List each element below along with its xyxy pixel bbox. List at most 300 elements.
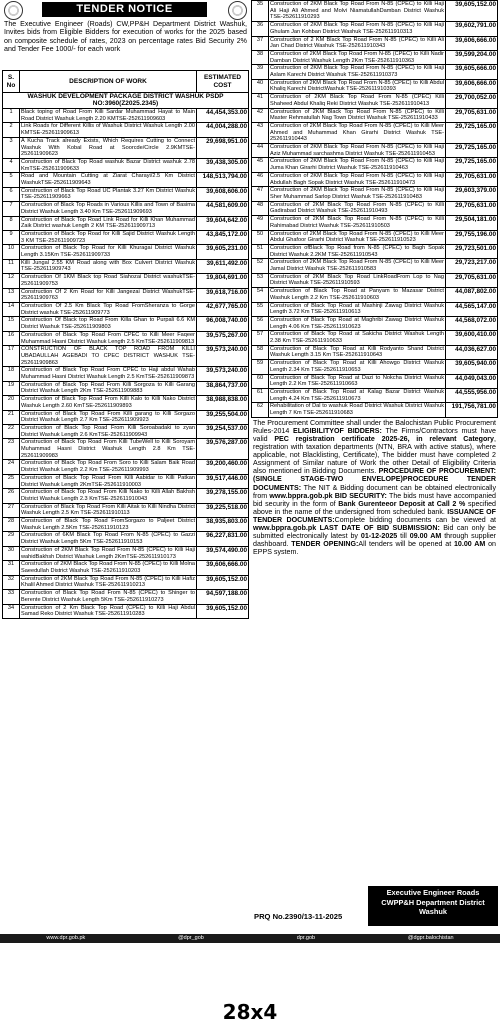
terms-issuance: ISSUANCE OF TENDER DOCUMENTS: [253,507,496,524]
row-cost: 44,454,353.00 [197,109,249,123]
table-row [3,410,249,424]
row-cost: 44,568,072.00 [446,316,498,330]
row-description: Construction of Black Top Road at Maghribi Zawag District Washuk Length 4.06 Km TSE-252611910623 [270,316,444,330]
col-cost-header: ESTIMATED COST [197,71,249,93]
row-description: Construction Of 2 Km Road for Killi Jangezai District WashukTSE-252611909763 [21,288,195,302]
table-row [3,331,249,345]
row-cost: 39,255,504.00 [197,410,249,424]
row-sno: 60 [252,374,269,388]
table-row [3,367,249,381]
row-description: Construction of Black Top Road From Killi Aitak to Killi Nindha District Washuk Length 2.5 Km TSE-252611910113 [21,503,195,517]
row-sno: 34 [3,604,20,618]
row-description: Construction of Black Top Road washuk Bazar District washuk 2.78 KmTSE-252611909633 [21,158,195,172]
ad-size-code: 28x4 [222,1000,278,1024]
row-cost: 39,573,240.00 [197,346,249,367]
row-description: Rehabilitation of Dal to washuk Road District Washuk District Washuk Length 7 Km TSE-252611910683 [270,403,444,417]
col-desc-header: DESCRIPTION OF WORK [20,71,197,93]
row-description: A Kucha Track already Exists, Which Requires Cutting to Connect Washuk With Kobal Road at Soorcde/Circle 2.9KMTSE-252611909623 [21,137,195,158]
table-row [3,346,249,367]
row-cost: 42,677,765.00 [197,302,249,316]
row-description: Construction Of Black top Road From Killa Ghan to Purpali 6.6 KM District Washuk TSE-252611909803 [21,317,195,331]
row-description: Construction Of 1KM Black top Road Siahozai District washukTSE-252611909753 [21,274,195,287]
row-description: Construction of 2 Km Black Top Road (CPEC) to Killi Haji Abdul Samad Reko District Washuk TSE-252611910283 [21,604,195,618]
row-sno: 42 [252,108,269,122]
row-cost: 39,605,152.00 [197,575,249,589]
row-sno: 52 [252,259,269,273]
table-row [252,108,498,122]
row-sno: 38 [252,50,269,64]
row-description: Construction of Black Top Road at Killi Ahowgo District Washuk Length 2.34 Km TSE-252611910653 [270,360,444,373]
row-cost: 29,705,631.00 [446,172,498,186]
row-description: Construction of Black Top Road for Killi Khuragai District Washuk Length 3.15Km TSE-252611909733 [21,245,195,259]
row-sno: 54 [252,288,269,302]
table-row [252,360,498,374]
table-row [3,187,249,201]
row-cost: 39,605,231.00 [197,245,249,259]
table-row [3,216,249,230]
row-cost: 29,603,379.00 [446,187,498,201]
row-description: Construction of 2KM Black Top Road From N-85 (CPEC) to Killi Nadir Damban District Washuk Length 2Km TSE-252611910363 [270,50,444,64]
row-sno: 50 [252,230,269,244]
table-row [3,590,249,604]
footer-bar [0,934,500,943]
row-description: Road and Mountain Cutting at Ziarat Charayi/2.5 Km District WashukTSE-252611909643 [21,173,195,187]
rows-right [252,1,498,418]
left-column [2,0,249,619]
row-sno: 20 [3,396,20,410]
row-cost: 94,597,188.00 [197,590,249,604]
row-description: Construction of Black Top Road UC Plantak 3.27 Km District Washuk TSE-252611909663 [21,187,195,201]
terms-text [251,418,498,577]
row-cost: 39,605,152.00 [197,604,249,618]
row-description: Construction of Black Top Road From Soro to Killi Salam Baik Road District Washuk Length 2.2 Km TSE-252611909993 [21,460,195,474]
table-row [3,532,249,546]
table-row [3,518,249,532]
row-sno: 45 [252,158,269,172]
row-sno: 51 [252,244,269,258]
row-sno: 49 [252,216,269,230]
terms-p12: on EPPS system. [253,540,496,557]
row-sno: 11 [3,259,20,273]
row-sno: 56 [252,316,269,330]
row-cost: 96,008,740.00 [197,317,249,331]
terms-p5: The bids must have accompanied bid security in the form of [253,491,496,508]
row-sno: 46 [252,172,269,186]
terms-p2: The Firms/Contractors must have valid [253,426,496,443]
terms-lastdate: LAST DATE OF BID SUBMISSION: [319,524,440,532]
row-cost: 148,513,794.00 [197,173,249,187]
bppra-link-2[interactable]: www.bppra.gob.pk [253,524,317,532]
row-sno: 23 [3,439,20,460]
row-cost: 29,725,165.00 [446,144,498,158]
row-description: Construction of Black Top Road From Killi Sorgoza to Killi Garang District Washuk Length 2Km TSE-252611909883 [21,381,195,395]
row-description: Construction of 2KM Black Top Road From N-85 (CPEC) to Killi Master Rehmatullah Nag Town District Washuk TSE-252611910433 [270,108,444,122]
table-row [252,79,498,93]
row-cost: 39,606,666.00 [446,79,498,93]
table-row [3,259,249,273]
row-description: Construction of Black Top Road From Killi Nako to Killi Allah Bakhsh District Washuk Length 2.3 KmTSE-252611910043 [21,489,195,502]
row-description: Construction of 2KM Black Top Road From N-85 (CPEC) Killi Shaheed Abdul Khaliq Reki District Washuk TSE-252611910413 [270,94,444,107]
footer-twitter[interactable]: @dpr_gob [178,935,204,941]
row-cost: 29,705,631.00 [446,108,498,122]
row-cost: 39,200,460.00 [197,460,249,474]
row-cost: 39,254,537.00 [197,424,249,438]
row-sno: 19 [3,381,20,395]
table-row [3,424,249,438]
table-row [252,259,498,273]
footer-instagram[interactable]: @dgpr.balochistan [407,935,454,941]
row-sno: 6 [3,187,20,201]
row-description: Construction of Black Top Road From Killi TubeWell to Killi Soroyam Muhammad Hasni District Washuk Length 2.8 Km TSE-252611909983 [21,439,195,459]
department-logo-icon [228,1,247,20]
table-row [252,403,498,417]
terms-p7: Complete bidding documents can be viewed at [334,515,497,524]
table-row [252,374,498,388]
table-header-row [3,71,249,93]
terms-p4: The NIT & Bidding document can be obtained electronically from [253,483,497,500]
row-description: Black toping of Road From Killi Sardar Muhammad Hayat to Main Road District Washuk Length 2.20 KMTSE-252611909603 [21,109,195,122]
row-cost: 39,608,606.00 [197,187,249,201]
row-sno: 62 [252,403,269,417]
row-sno: 31 [3,561,20,575]
row-description: Construction of Black Top Road From Killi garang to Killi Sorgazo District Washuk Length 2.7 Km TSE-252611909923 [21,410,195,424]
row-sno: 16 [3,331,20,345]
row-description: CONSTRUCTION OF BLACK TOP ROAD FROM KILLI UBADAULLAH AGEBADI TO CPEC DISTRICT WASHUK TSE-252611909863 [21,346,195,366]
works-table-left [2,70,249,619]
row-cost: 39,618,716.00 [197,288,249,302]
table-row [3,317,249,331]
row-cost: 39,599,204.00 [446,50,498,64]
row-sno: 7 [3,202,20,216]
row-cost: 39,225,518.00 [197,503,249,517]
row-cost: 38,935,803.00 [197,518,249,532]
row-description: Construction of 2KM Black Top Road LinkRoadFrom Lop to Nag District Washuk TSE-252611910593 [270,273,444,287]
table-row [3,274,249,288]
row-description: Construction of Black Top Road at Kalag Bazar District Washuk Length 4.24 Km TSE-252611910673 [270,388,444,402]
row-cost: 39,605,666.00 [446,65,498,79]
signature-line-1: Executive Engineer Roads [386,888,480,897]
table-row [3,439,249,460]
table-row [252,122,498,143]
works-table-right [251,0,498,418]
row-cost: 29,705,631.00 [446,273,498,287]
row-cost: 29,700,052.00 [446,94,498,108]
row-description: Construction of 2KM Black Top Road From N-85 (CPEC) to Killi Haji Aziz Muhammad sarchashma District Washuk TSE-252611910453 [270,144,444,157]
row-cost: 39,611,492.00 [197,259,249,273]
terms-p6: specified above in the name of the undersigned from scheduled bank. [253,499,496,516]
table-row [3,489,249,503]
table-row [252,331,498,345]
row-sno: 36 [252,22,269,36]
row-description: Construction of Black Top Road From Killi Aabidar to Killi Patkan District Washuk Length 2KmTSE-252611910003 [21,474,195,488]
table-row [252,302,498,316]
row-description: Construction of Black Top Road FromSorgazo to Paljeet District Washuk Length 2.5Km TSE-252611910123 [21,518,195,531]
table-row [3,173,249,187]
row-cost: 29,504,181.00 [446,216,498,230]
notice-title: TENDER NOTICE [42,2,207,17]
table-row [3,575,249,589]
row-cost: 38,864,737.00 [197,381,249,395]
package-row [3,93,249,109]
row-sno: 29 [3,532,20,546]
table-row [252,230,498,244]
table-row [3,158,249,172]
table-row [3,230,249,244]
row-sno: 33 [3,590,20,604]
terms-pec: PEC registration certificate 2025-26, in relevant Category [274,434,494,443]
row-description: Construction of Black Top Road From CPEC to Killi Meer Faqeer Muhammad Hasni District Washuk Length 2.5 KmTSE-252611909813 [21,331,195,345]
terms-p11: All tenders will be opened at [358,540,452,549]
row-cost: 38,988,838.00 [197,396,249,410]
table-row [252,216,498,230]
row-cost: 39,605,940.00 [446,360,498,374]
table-row [252,22,498,36]
row-description: Construction of 6KM Black Top Road From N-85 (CPEC) to Gazzi District Washuk Length 5Km TSE-252611910153 [21,532,195,546]
row-description: Construction of Black Top Road at Killi Rodyanto Shand District Washuk Length 3.15 Km TSE-252611910643 [270,345,444,359]
table-row [3,202,249,216]
row-description: Killi Jungal 2.55 KM Road along with Box Culvert District Washuk TSE-252611909743 [21,259,195,273]
row-cost: 39,576,287.00 [197,439,249,460]
signature-line-3: Washuk [418,907,448,916]
row-cost: 29,723,501.00 [446,244,498,258]
table-row [3,381,249,395]
table-row [252,316,498,330]
table-row [3,474,249,488]
terms-p8: Bid can only be submitted electronically latest by [253,524,496,541]
table-row [3,302,249,316]
row-cost: 39,573,240.00 [197,367,249,381]
signature-block [368,886,498,926]
row-sno: 35 [252,1,269,22]
table-row [3,396,249,410]
table-row [3,546,249,560]
row-sno: 5 [3,173,20,187]
row-description: Construction of Black Top Road at Mashinji Zawag District Washuk Length 3.72 Km TSE-252611910613 [270,302,444,316]
terms-p10: through supplier dashboard. [253,532,497,549]
row-cost: 39,602,791.00 [446,22,498,36]
table-row [3,561,249,575]
row-cost: 39,605,152.00 [446,1,498,22]
row-sno: 61 [252,388,269,402]
terms-security: BID SECURITY: [334,491,387,500]
row-sno: 4 [3,158,20,172]
row-description: Construction of Black Top Road at Dazi to Nokcha District Washuk Length 2.2 Km TSE-252611910663 [270,374,444,388]
table-row [252,187,498,201]
row-sno: 12 [3,274,20,288]
row-description: Construction of 2KM Black Top Road From N-85 (CPEC) to Killi Meer Jamal District Washuk TSE-252611910583 [270,259,444,273]
footer-facebook[interactable]: dpr.gob [296,935,316,941]
row-cost: 39,574,490.00 [197,546,249,560]
row-description: Link Roads for Different Killis of Washuk District Washuk Length 2.00 KMTSE-252611909613 [21,123,195,137]
rows-left [3,109,249,619]
row-sno: 47 [252,187,269,201]
table-row [3,109,249,123]
row-description: Construction of Black Top Road for Killi Sajid District Washuk Length 3 KM TSE-252611909723 [21,230,195,244]
terms-date: 01-12-2025 [360,532,398,541]
table-row [3,245,249,259]
row-description: Construction of 2KM Black Top Road From N-85 (CPEC) to Killi Haji Abdullah Bagh Sopak District Washuk TSE-252611910473 [270,172,444,186]
table-row [3,137,249,158]
row-cost: 44,087,802.00 [446,288,498,302]
row-sno: 8 [3,216,20,230]
row-sno: 10 [3,245,20,259]
row-description: Construction of 2KM Black Top Road From N-85 (CPEC) to Killi Haji Ali Haji Ali Ahmed and Molvi NiamatullahDamban District Washuk TSE-252611910293 [270,1,444,21]
table-row [252,288,498,302]
row-sno: 44 [252,144,269,158]
row-cost: 39,600,410.00 [446,331,498,345]
terms-p3: , registration with taxation departments (NTN, BRA with active status), where applicable, not Blacklisting, Certificate), The bidder must have completed 2 Assignment of Similar nature of Work the other Detail of Eligibility Criteria also mentioned in Bidding Documents. [253,434,496,476]
row-sno: 26 [3,489,20,503]
row-sno: 37 [252,36,269,50]
table-row [252,50,498,64]
row-description: Construction ofBlack Top Road from N-85 (CPEC) to Bagh Sopak District Washuk 2.2KM TSE-252611910543 [270,244,444,258]
row-cost: 29,723,217.00 [446,259,498,273]
row-description: Construction Of 2.5 Km Black Top Road FromSheranza to Gorge District washuk TSE-252611909773 [21,302,195,316]
row-description: Construction of Black Top Road at Panyam to Mazasar District Washuk Length 2.2 Km TSE-252611910603 [270,288,444,301]
row-description: Construction of 2KM Black Top Road From N-85 (CPEC) to Killi Haji Sher Muhammad Sarlop District Washuk TSE-252611910483 [270,187,444,200]
row-cost: 39,604,642.00 [197,216,249,230]
row-cost: 39,278,155.00 [197,489,249,503]
row-description: Construction of 2KM Black Top Road From N-85 (CPEC) to Killi Gadirabad District Washuk TSE-252611910493 [270,201,444,215]
table-row [3,503,249,517]
row-cost: 29,705,631.00 [446,201,498,215]
row-sno: 28 [3,518,20,532]
row-description: Construction of 2 KM Black Top Road From N-85 (CPEC) to Killi Ali Jan Chad District Washuk TSE-252611910343 [270,36,444,50]
row-cost: 44,555,956.00 [446,388,498,402]
table-row [252,36,498,50]
row-description: Construction of Black Top Road Link Road for Killi Khan Muhammad Zaik District washuk Length 2 KM TSE-252611909713 [21,216,195,230]
row-cost: 39,438,305.00 [197,158,249,172]
signature-line-2: CWPP&H Department District [381,897,485,907]
bppra-link[interactable]: www.bppra.gob.pk [269,491,333,500]
terms-eligibility: ELIGIBILITYOF BIDDERS: [293,426,382,435]
row-sno: 13 [3,288,20,302]
row-cost: 29,755,196.00 [446,230,498,244]
row-sno: 22 [3,424,20,438]
prq-number: PRQ No.2390/13-11-2025 [254,912,343,921]
row-cost: 43,845,172.00 [197,230,249,244]
row-sno: 18 [3,367,20,381]
row-cost: 19,804,691.00 [197,274,249,288]
table-row [3,288,249,302]
row-sno: 17 [3,346,20,367]
intro-text: The Executive Engineer (Roads) CW,PP&H Department District Washuk, Invites bids from Eligible Bidders for execution of works for the 2025 based on composite schedule of rates, 2023 on percentage rates Bid Security 2% and Tender Fee 1000/- for each work [4,20,247,54]
row-cost: 29,725,165.00 [446,122,498,143]
row-description: Construction of 2KM Black Top Road From N-85 (CPEC) to Killi Haji Aslam Karechi District Washuk TSE-252611910373 [270,65,444,79]
row-cost: 29,725,165.00 [446,158,498,172]
terms-time2: 10.00 AM [453,540,486,549]
terms-time: 09.00 AM [409,532,442,541]
row-cost: 96,227,831.00 [197,532,249,546]
row-sno: 25 [3,474,20,488]
row-sno: 55 [252,302,269,316]
row-sno: 59 [252,360,269,374]
row-sno: 2 [3,123,20,137]
row-sno: 40 [252,79,269,93]
terms-opening: TENDER OPENING: [291,540,359,549]
row-sno: 39 [252,65,269,79]
row-sno: 58 [252,345,269,359]
row-cost: 39,606,666.00 [446,36,498,50]
table-row [252,65,498,79]
right-column [251,0,498,577]
row-sno: 3 [3,137,20,158]
row-cost: 29,698,951.00 [197,137,249,158]
table-row [252,94,498,108]
government-logo-icon [4,1,23,20]
footer-website[interactable]: www.dpr.gob.pk [46,935,86,941]
table-row [252,273,498,287]
row-cost: 44,565,147.00 [446,302,498,316]
row-sno: 41 [252,94,269,108]
table-row [252,1,498,22]
terms-procedure: PROCEDURE OF PROCUREMENT: (SINGLE STAGE-TWO ENVELOPE)PROCEDURE TENDER DOCUMENTS: [253,467,496,492]
table-row [3,123,249,137]
row-sno: 24 [3,460,20,474]
col-sno-header: S. No [3,71,20,93]
row-sno: 32 [3,575,20,589]
table-row [252,345,498,359]
row-description: Construction of Black Top Road From CPEC to Haji abdul Wahab Muhammad Hasni District Washuk Length 2.5 KmTSE-252611909873 [21,367,195,381]
row-description: Construction of 2KM Black Top Road From N-85 (CPEC) to Killi Haji wahidBakhsh District Washuk Length 2KmTSE-252611910173 [21,546,195,560]
row-cost: 44,004,288.00 [197,123,249,137]
row-sno: 57 [252,331,269,345]
row-cost: 44,049,043.00 [446,374,498,388]
row-description: Construction of Black Top Road at Sakicha District Washuk Length 2.38 Km TSE-252611910633 [270,331,444,345]
table-row [252,158,498,172]
package-title: WASHUK DEVELOPMENT PACKAGE DISTRICT WASHUK PSDP NO:3960(Z2025.2345) [3,93,249,109]
row-description: Construction of 2KM Black Top Road From N-85 (CPEC) to Killi Haji Juma Khan Girarhi District Washuk TSE-252611910463 [270,158,444,172]
row-sno: 1 [3,109,20,123]
table-row [3,604,249,618]
row-description: Construction of Black Top Road From N-85 (CPEC) to Shinger to Berente District Washuk Length 5Km TSE-252611910273 [21,590,195,603]
row-sno: 14 [3,302,20,316]
row-description: Construction of Black Top Road From Killi Soroabadaki to zyan District Washuk Length 2.6 KmTSE-252611909943 [21,424,195,438]
table-row [252,144,498,158]
row-description: Construction of Black Top Roads in Various Killis and Town of Basima District Washuk Length 3.40 Km TSE-252611909693 [21,202,195,215]
row-sno: 30 [3,546,20,560]
row-cost: 39,575,267.00 [197,331,249,345]
terms-p1: The Procurement Committee shall under the Balochistan Public Procurement Rules-2014 [253,418,496,435]
table-row [3,460,249,474]
table-row [252,172,498,186]
row-cost: 44,036,627.00 [446,345,498,359]
row-sno: 21 [3,410,20,424]
row-sno: 53 [252,273,269,287]
terms-p9: till [400,532,407,541]
row-cost: 191,756,781.00 [446,403,498,417]
row-sno: 9 [3,230,20,244]
row-cost: 39,606,666.00 [197,561,249,575]
table-row [252,388,498,402]
row-description: Construction of 2KM Black Top Road From N-85 (CPEC) to Killi Haji Ghulam Jan Kohban District Washuk TSE-252611910313 [270,22,444,35]
row-cost: 44,581,609.00 [197,202,249,216]
row-sno: 48 [252,201,269,215]
row-description: Construction of 2KM Black Top Road From N-85 (CPEC) to Killi Meer Abdul Ghafoor Girarhi District Washuk TSE-252611910523 [270,230,444,244]
row-description: Construction of 2KM Black Top Road From N-85 (CPEC) to Killi Rahimabad District Washuk TSE-252611910503 [270,216,444,229]
row-sno: 43 [252,122,269,143]
terms-bank: Bank Gurenteeor Deposit at Call 2 % [338,499,466,508]
row-description: Construction of 2KM Black Top Road From N-85 (CPEC) to Killi Molna Saeedullah District Washuk TSE-252611910203 [21,561,195,574]
row-description: Construction of 2KM Black Top Road From N-85 (CPEC) to Killi Meer Ahmed and Muhammad Khan Girarhi District Washuk TSE-252611910443 [270,122,444,143]
row-description: Construction of Black Top Road From Killi Kalo to Killi Nako District Washuk Length 2.60 KmTSE-252611909893 [21,396,195,409]
row-sno: 15 [3,317,20,331]
table-row [252,201,498,215]
row-sno: 27 [3,503,20,517]
row-description: Construction of 2KM Black Top Road From N-85 (CPEC) to Killi Hafiz Khalil Ahmed District Washuk TSE-252611910213 [21,575,195,589]
row-description: Construction of 2KM Black Top Road From N-85 (CPEC) to Killi Abdul Khaliq Karechi DistrictWashuk TSE-252611910393 [270,79,444,93]
row-cost: 39,517,446.00 [197,474,249,488]
